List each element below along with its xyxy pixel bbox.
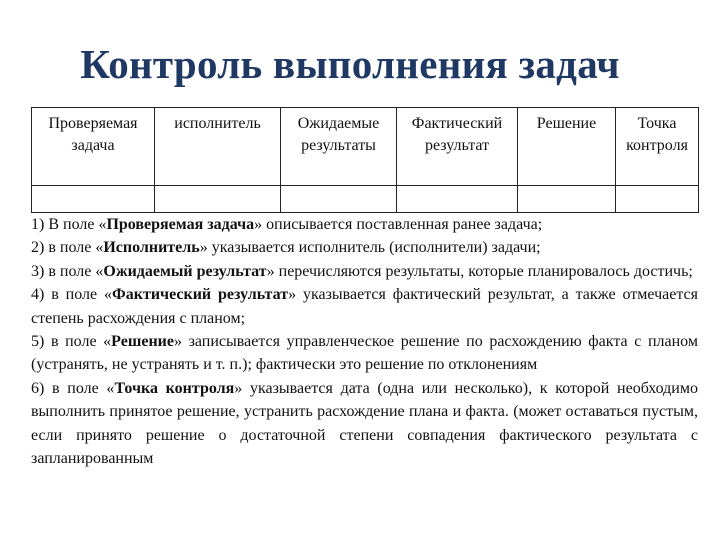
control-table (31, 107, 699, 213)
column-header-control-point: Точка контроля (616, 108, 699, 186)
list-item: 4) в поле «Фактический результат» указывается фактический результат, а также отмечается степень расхождения с планом; (31, 286, 699, 327)
table-header-row (32, 108, 699, 186)
list-item: 6) в поле «Точка контроля» указывается дата (одна или несколько), к которой необходимо выполнить принятое решение, устранить расхождение плана и факта. (может оставаться пустым, если принято решение о достаточной степени совпадения фактического результата с запланированным (31, 379, 698, 468)
list-item: 2) в поле «Исполнитель» указывается исполнитель (исполнители) задачи; (31, 239, 541, 257)
list-item: 1) В поле «Проверяемая задача» описывается поставленная ранее задача; (31, 216, 543, 233)
table-row (32, 186, 699, 213)
column-header-task: Проверяемая задача (32, 108, 155, 186)
column-header-decision: Решение (518, 108, 616, 186)
table-cell (281, 186, 397, 213)
field-description-list (31, 213, 698, 470)
column-header-actual-result: Фактический результат (397, 108, 518, 186)
table-cell (518, 186, 616, 213)
slide-title: Контроль выполнения задач (80, 41, 620, 87)
table-cell (616, 186, 699, 213)
table-cell (155, 186, 281, 213)
list-item: 3) в поле «Ожидаемый результат» перечисляются результаты, которые планировалось достичь; (31, 262, 693, 280)
column-header-executor: исполнитель (155, 108, 281, 186)
column-header-expected-results: Ожидаемые результаты (281, 108, 397, 186)
table-cell (32, 186, 155, 213)
list-item: 5) в поле «Решение» записывается управленческое решение по расхождению факта с планом (устранять, не устранять и т. п.); фактически это решение по отклонениям (31, 333, 698, 374)
table-cell (397, 186, 518, 213)
